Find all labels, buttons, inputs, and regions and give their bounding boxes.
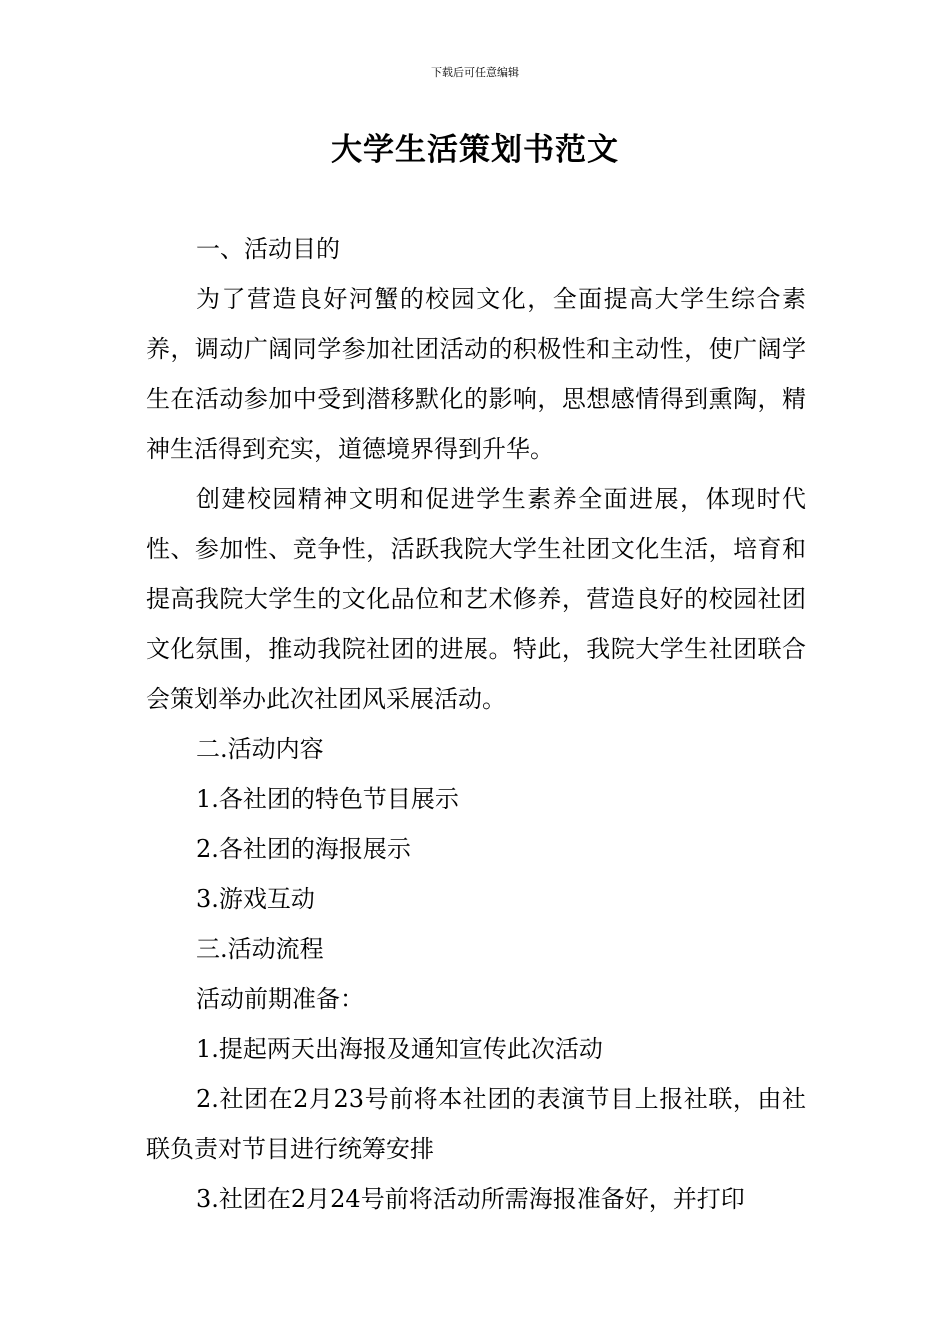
document-title: 大学生活策划书范文	[331, 132, 619, 168]
list-item-preparation-3: 3.社团在2月24号前将活动所需海报准备好，并打印	[196, 1185, 745, 1213]
list-item-content-3: 3.游戏互动	[196, 885, 315, 913]
section-heading-content: 二.活动内容	[196, 735, 324, 763]
list-item-preparation-2: 2.社团在2月23号前将本社团的表演节目上报社联，由社联负责对节目进行统筹安排	[146, 1085, 806, 1163]
page-header-note: 下载后可任意编辑	[431, 66, 519, 79]
list-item-content-1: 1.各社团的特色节目展示	[196, 785, 459, 813]
subheading-preparation: 活动前期准备：	[196, 985, 364, 1013]
paragraph-purpose-1: 为了营造良好河蟹的校园文化，全面提高大学生综合素养，调动广阔同学参加社团活动的积极性和主动性，使广阔学生在活动参加中受到潜移默化的影响，思想感情得到熏陶，精神生活得到充实，道德境界得到升华。	[146, 285, 806, 463]
list-item-preparation-1: 1.提起两天出海报及通知宣传此次活动	[196, 1035, 603, 1063]
section-heading-process: 三.活动流程	[196, 935, 324, 963]
paragraph-purpose-2: 创建校园精神文明和促进学生素养全面进展，体现时代性、参加性、竞争性，活跃我院大学生社团文化生活，培育和提高我院大学生的文化品位和艺术修养，营造良好的校园社团文化氛围，推动我院社团的进展。特此，我院大学生社团联合会策划举办此次社团风采展活动。	[146, 485, 806, 713]
section-heading-purpose: 一、活动目的	[196, 235, 340, 263]
document-body	[146, 224, 806, 1224]
list-item-content-2: 2.各社团的海报展示	[196, 835, 411, 863]
